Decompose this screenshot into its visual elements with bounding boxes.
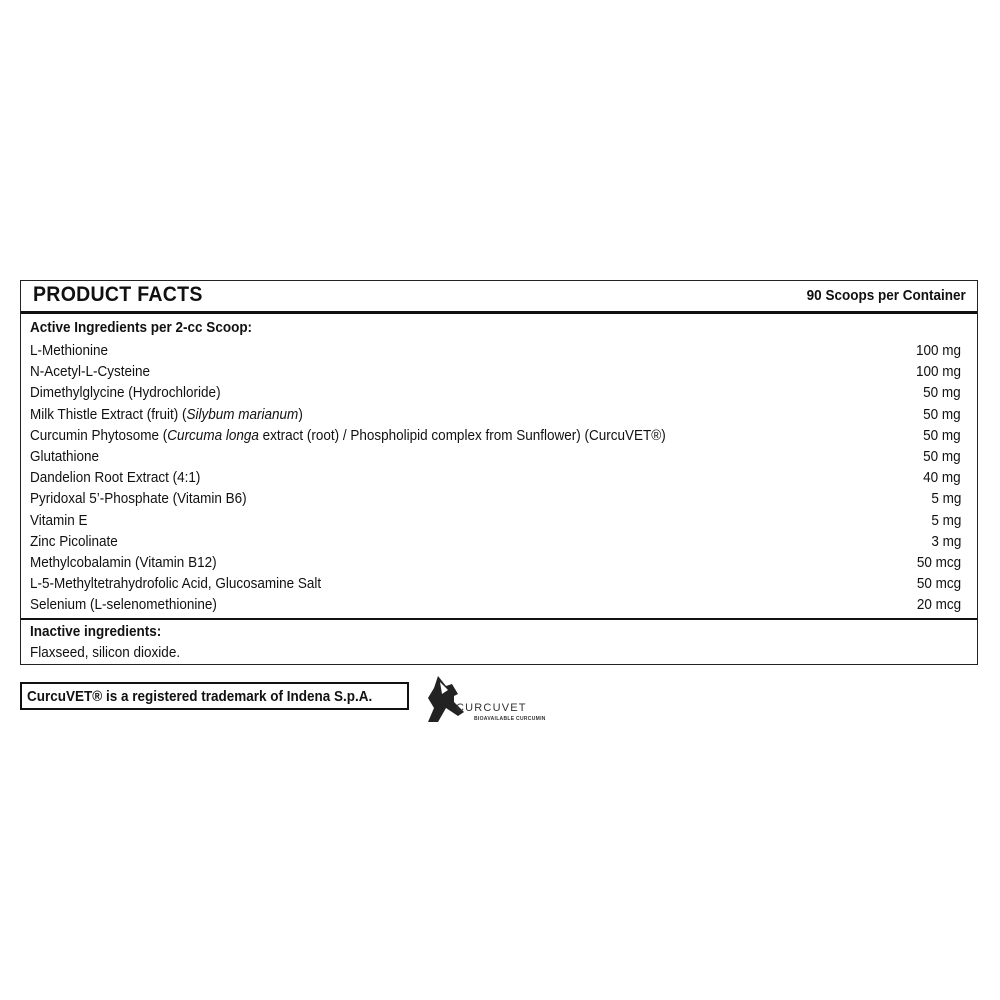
ingredient-amount: 50 mcg (916, 575, 961, 593)
ingredient-amount: 50 mg (923, 447, 961, 465)
ingredient-row (30, 532, 961, 553)
inactive-ingredients-heading: Inactive ingredients: (30, 623, 162, 640)
logo-wordmark: CURCUVET (456, 702, 527, 714)
servings-per-container: 90 Scoops per Container (806, 287, 966, 304)
ingredient-row (30, 489, 961, 510)
ingredient-amount: 20 mcg (916, 596, 961, 614)
ingredient-name: L-Methionine (30, 342, 109, 359)
section-divider (21, 618, 977, 620)
ingredient-amount: 100 mg (915, 363, 961, 381)
ingredient-row (30, 405, 961, 426)
ingredient-name: Vitamin E (30, 511, 88, 529)
ingredient-row (30, 362, 961, 383)
ingredient-name: N-Acetyl-L-Cysteine (30, 363, 151, 381)
ingredient-row (30, 595, 961, 616)
ingredient-name-part: ) (298, 405, 303, 423)
botanical-name: Silybum marianum (186, 405, 299, 423)
ingredient-name-part: Curcumin Phytosome ( (30, 426, 168, 444)
active-ingredients-heading: Active Ingredients per 2-cc Scoop: (30, 319, 253, 336)
ingredient-amount: 50 mg (923, 405, 961, 423)
ingredient-amount: 50 mg (923, 426, 961, 444)
ingredient-amount: 50 mcg (916, 553, 961, 571)
ingredient-row (30, 468, 961, 489)
ingredient-row (30, 511, 961, 532)
ingredient-name: Dandelion Root Extract (4:1) (30, 469, 201, 487)
botanical-name: Curcuma longa (167, 426, 259, 444)
ingredient-row (30, 426, 961, 447)
ingredient-name: Glutathione (30, 447, 100, 465)
curcuvet-logo (424, 672, 564, 728)
ingredient-list (30, 341, 961, 616)
logo-tagline: BIOAVAILABLE CURCUMIN (474, 716, 546, 722)
ingredient-name (30, 406, 303, 423)
ingredient-row (30, 553, 961, 574)
ingredient-name-part: Milk Thistle Extract (fruit) ( (30, 405, 187, 423)
ingredient-amount: 40 mg (923, 469, 961, 487)
trademark-notice (20, 682, 409, 710)
facts-title: PRODUCT FACTS (33, 283, 203, 306)
ingredient-row (30, 341, 961, 362)
ingredient-name (30, 427, 666, 444)
product-facts-panel (20, 280, 978, 665)
ingredient-name: Dimethylglycine (Hydrochloride) (30, 384, 221, 402)
ingredient-amount: 50 mg (923, 384, 961, 402)
trademark-text: CurcuVET® is a registered trademark of Indena S.p.A. (27, 688, 373, 705)
ingredient-row (30, 574, 961, 595)
inactive-ingredients-text: Flaxseed, silicon dioxide. (30, 644, 181, 661)
ingredient-name: Zinc Picolinate (30, 532, 118, 550)
ingredient-row (30, 383, 961, 404)
ingredient-name: Methylcobalamin (Vitamin B12) (30, 553, 217, 571)
ingredient-amount: 100 mg (915, 342, 961, 359)
facts-header (21, 281, 977, 314)
ingredient-amount: 5 mg (930, 490, 961, 508)
ingredient-name: Selenium (L-selenomethionine) (30, 596, 217, 614)
ingredient-amount: 3 mg (930, 532, 961, 550)
ingredient-name-part: extract (root) / Phospholipid complex from Sunflower) (CurcuVET®) (258, 426, 666, 444)
ingredient-amount: 5 mg (930, 511, 961, 529)
ingredient-name: Pyridoxal 5’-Phosphate (Vitamin B6) (30, 490, 247, 508)
ingredient-name: L-5-Methyltetrahydrofolic Acid, Glucosamine Salt (30, 575, 322, 593)
ingredient-row (30, 447, 961, 468)
